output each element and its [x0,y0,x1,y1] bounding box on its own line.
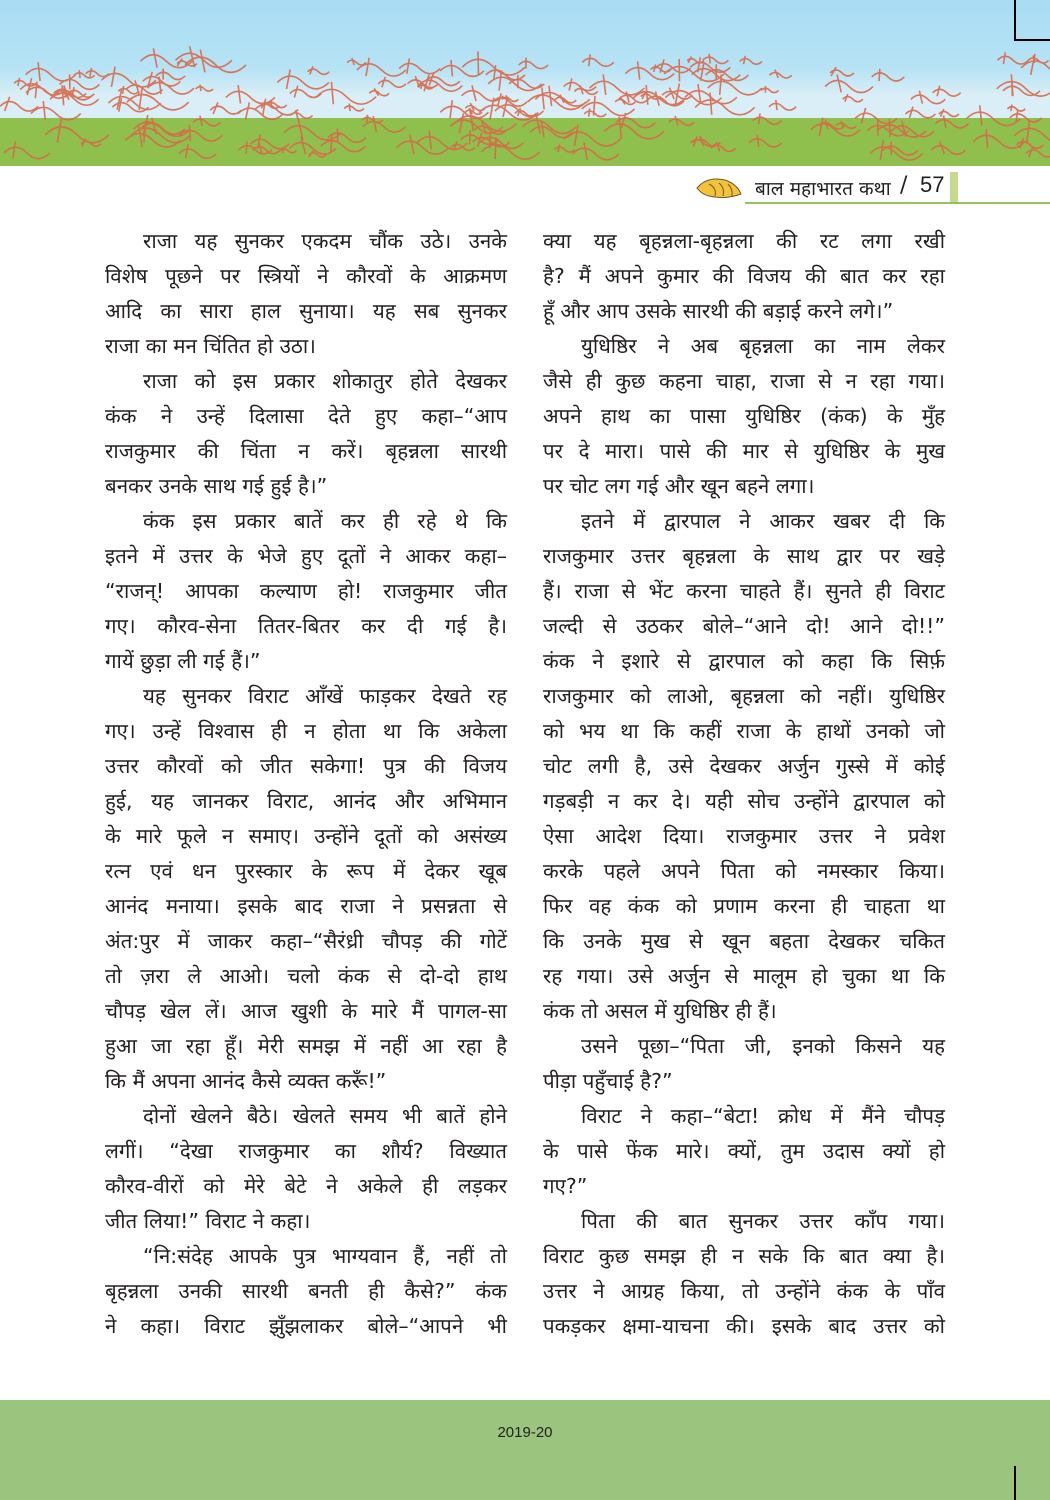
text-line: को भय था कि कहीं राजा के हाथों उनको जो [543,719,945,743]
text-line: कि उनके मुख से खून बहता देखकर चकित [543,929,945,953]
text-line: विशेष पूछने पर स्त्रियों ने कौरवों के आक्रमण [105,264,507,288]
text-line: गड़बड़ी न कर दे। यही सोच उन्होंने द्वारपाल को [543,789,945,813]
text-line: जीत लिया!” विराट ने कहा। [105,1209,311,1233]
text-line: राजा का मन चिंतित हो उठा। [105,334,316,358]
paragraph [105,679,507,1099]
text-line: “नि:संदेह आपके पुत्र भाग्यवान हैं, नहीं तो [143,1244,507,1268]
text-line: गए। उन्हें विश्वास ही न होता था कि अकेला [105,719,507,743]
text-line: रह गया। उसे अर्जुन से मालूम हो चुका था कि [543,964,945,988]
text-line: पकड़कर क्षमा-याचना की। इसके बाद उत्तर को [543,1314,945,1338]
text-line: फिर वह कंक को प्रणाम करना ही चाहता था [543,894,945,918]
paragraph [105,224,507,364]
paragraph [105,364,507,504]
paragraph [105,1099,507,1239]
text-line: क्या यह बृहन्नला-बृहन्नला की रट लगा रखी [543,229,945,253]
paragraph [543,1204,945,1344]
text-line: उत्तर कौरवों को जीत सकेगा! पुत्र की विजय [105,754,507,778]
right-column [543,224,945,1344]
text-line: राजा को इस प्रकार शोकातुर होते देखकर [143,369,507,393]
left-column [105,224,507,1344]
text-line: उत्तर ने आग्रह किया, तो उन्होंने कंक के पाँव [543,1279,945,1303]
crop-mark [1014,0,1016,40]
paragraph [105,1239,507,1344]
running-header [695,172,1050,208]
text-line: तो ज़रा ले आओ। चलो कंक से दो-दो हाथ [105,964,507,988]
text-line: इतने में उत्तर के भेजे हुए दूतों ने आकर कहा– [105,544,507,568]
text-line: विराट कुछ समझ ही न सके कि बात क्या है। [543,1244,945,1268]
text-line: राजा यह सुनकर एकदम चौंक उठे। उनके [143,229,507,253]
text-line: करके पहले अपने पिता को नमस्कार किया। [543,859,945,883]
text-line: गए। कौरव-सेना तितर-बितर कर दी गई है। [105,614,507,638]
text-line: ऐसा आदेश दिया। राजकुमार उत्तर ने प्रवेश [543,824,945,848]
text-line: कंक इस प्रकार बातें कर ही रहे थे कि [143,509,507,533]
text-line: पीड़ा पहुँचाई है?” [543,1069,673,1093]
text-line: कंक ने उन्हें दिलासा देते हुए कहा–“आप [105,404,507,428]
text-line: इतने में द्वारपाल ने आकर खबर दी कि [581,509,945,533]
text-line: पिता की बात सुनकर उत्तर काँप गया। [581,1209,945,1233]
text-line: राजकुमार को लाओ, बृहन्नला को नहीं। युधिष्ठिर [543,684,945,708]
text-line: ने कहा। विराट झुँझलाकर बोले–“आपने भी [105,1314,507,1338]
text-line: आनंद मनाया। इसके बाद राजा ने प्रसन्नता से [105,894,507,918]
text-line: राजकुमार उत्तर बृहन्नला के साथ द्वार पर खड़े [543,544,945,568]
footer-year: 2019-20 [497,1424,553,1441]
text-line: के पासे फेंक मारे। क्यों, तुम उदास क्यों हो [543,1139,945,1163]
text-line: बनकर उनके साथ गई हुई है।” [105,474,328,498]
text-line: लगीं। “देखा राजकुमार का शौर्य? विख्यात [105,1139,507,1163]
book-title: बाल महाभारत कथा [755,178,891,200]
text-line: चोट लगी है, उसे देखकर अर्जुन गुस्से में कोई [543,754,945,778]
paragraph [543,504,945,1029]
text-line: कंक तो असल में युधिष्ठिर ही हैं। [543,999,777,1023]
text-line: जैसे ही कुछ कहना चाहा, राजा से न रहा गया। [543,369,945,393]
header-separator: / [900,173,908,198]
header-rule [745,202,1050,204]
text-line: कौरव-वीरों को मेरे बेटे ने अकेले ही लड़कर [105,1174,507,1198]
text-line: दोनों खेलने बैठे। खेलते समय भी बातें होने [143,1104,507,1128]
text-line: हुई, यह जानकर विराट, आनंद और अभिमान [105,789,507,813]
text-line: यह सुनकर विराट आँखें फाड़कर देखते रह [143,684,507,708]
text-line: जल्दी से उठकर बोले–“आने दो! आने दो!!” [543,614,945,638]
text-line: कंक ने इशारे से द्वारपाल को कहा कि सिर्फ़ [543,649,945,673]
paragraph [543,1029,945,1099]
text-line: पर दे मारा। पासे की मार से युधिष्ठिर के मुख [543,439,945,463]
text-line: गए?” [543,1174,588,1198]
battle-frieze-illustration [0,40,1050,165]
text-line: उसने पूछा–“पिता जी, इनको किसने यह [581,1034,945,1058]
text-line: “राजन्! आपका कल्याण हो! राजकुमार जीत [105,579,507,603]
text-line: राजकुमार की चिंता न करें। बृहन्नला सारथी [105,439,507,463]
page-number: 57 [920,172,945,197]
text-line: चौपड़ खेल लें। आज खुशी के मारे मैं पागल-सा [105,999,507,1023]
text-line: विराट ने कहा–“बेटा! क्रोध में मैंने चौपड़ [581,1104,945,1128]
header-accent-bar [950,172,958,202]
paragraph [543,1099,945,1204]
text-line: बृहन्नला उनकी सारथी बनती ही कैसे?” कंक [105,1279,507,1303]
text-line: हैं। राजा से भेंट करना चाहते हैं। सुनते ही विराट [543,579,945,603]
conch-logo-icon [695,174,745,202]
text-line: है? मैं अपने कुमार की विजय की बात कर रहा [543,264,945,288]
crop-mark [1014,1466,1016,1500]
paragraph [543,224,945,329]
crop-mark [1014,39,1050,41]
text-line: अपने हाथ का पासा युधिष्ठिर (कंक) के मुँह [543,404,945,428]
text-line: हुआ जा रहा हूँ। मेरी समझ में नहीं आ रहा है [105,1034,507,1058]
paragraph [105,504,507,679]
text-line: युधिष्ठिर ने अब बृहन्नला का नाम लेकर [581,334,945,358]
text-line: अंत:पुर में जाकर कहा–“सैरंध्री चौपड़ की गोटें [105,929,507,953]
text-line: के मारे फूले न समाए। उन्होंने दूतों को असंख्य [105,824,507,848]
text-line: रत्न एवं धन पुरस्कार के रूप में देकर खूब [105,859,507,883]
text-line: हूँ और आप उसके सारथी की बड़ाई करने लगे।” [543,299,894,323]
text-line: कि मैं अपना आनंद कैसे व्यक्त करूँ!” [105,1069,387,1093]
paragraph [543,329,945,504]
text-line: पर चोट लग गई और खून बहने लगा। [543,474,815,498]
text-line: गायें छुड़ा ली गई हैं।” [105,649,261,673]
footer-band [0,1400,1050,1500]
text-line: आदि का सारा हाल सुनाया। यह सब सुनकर [105,299,507,323]
